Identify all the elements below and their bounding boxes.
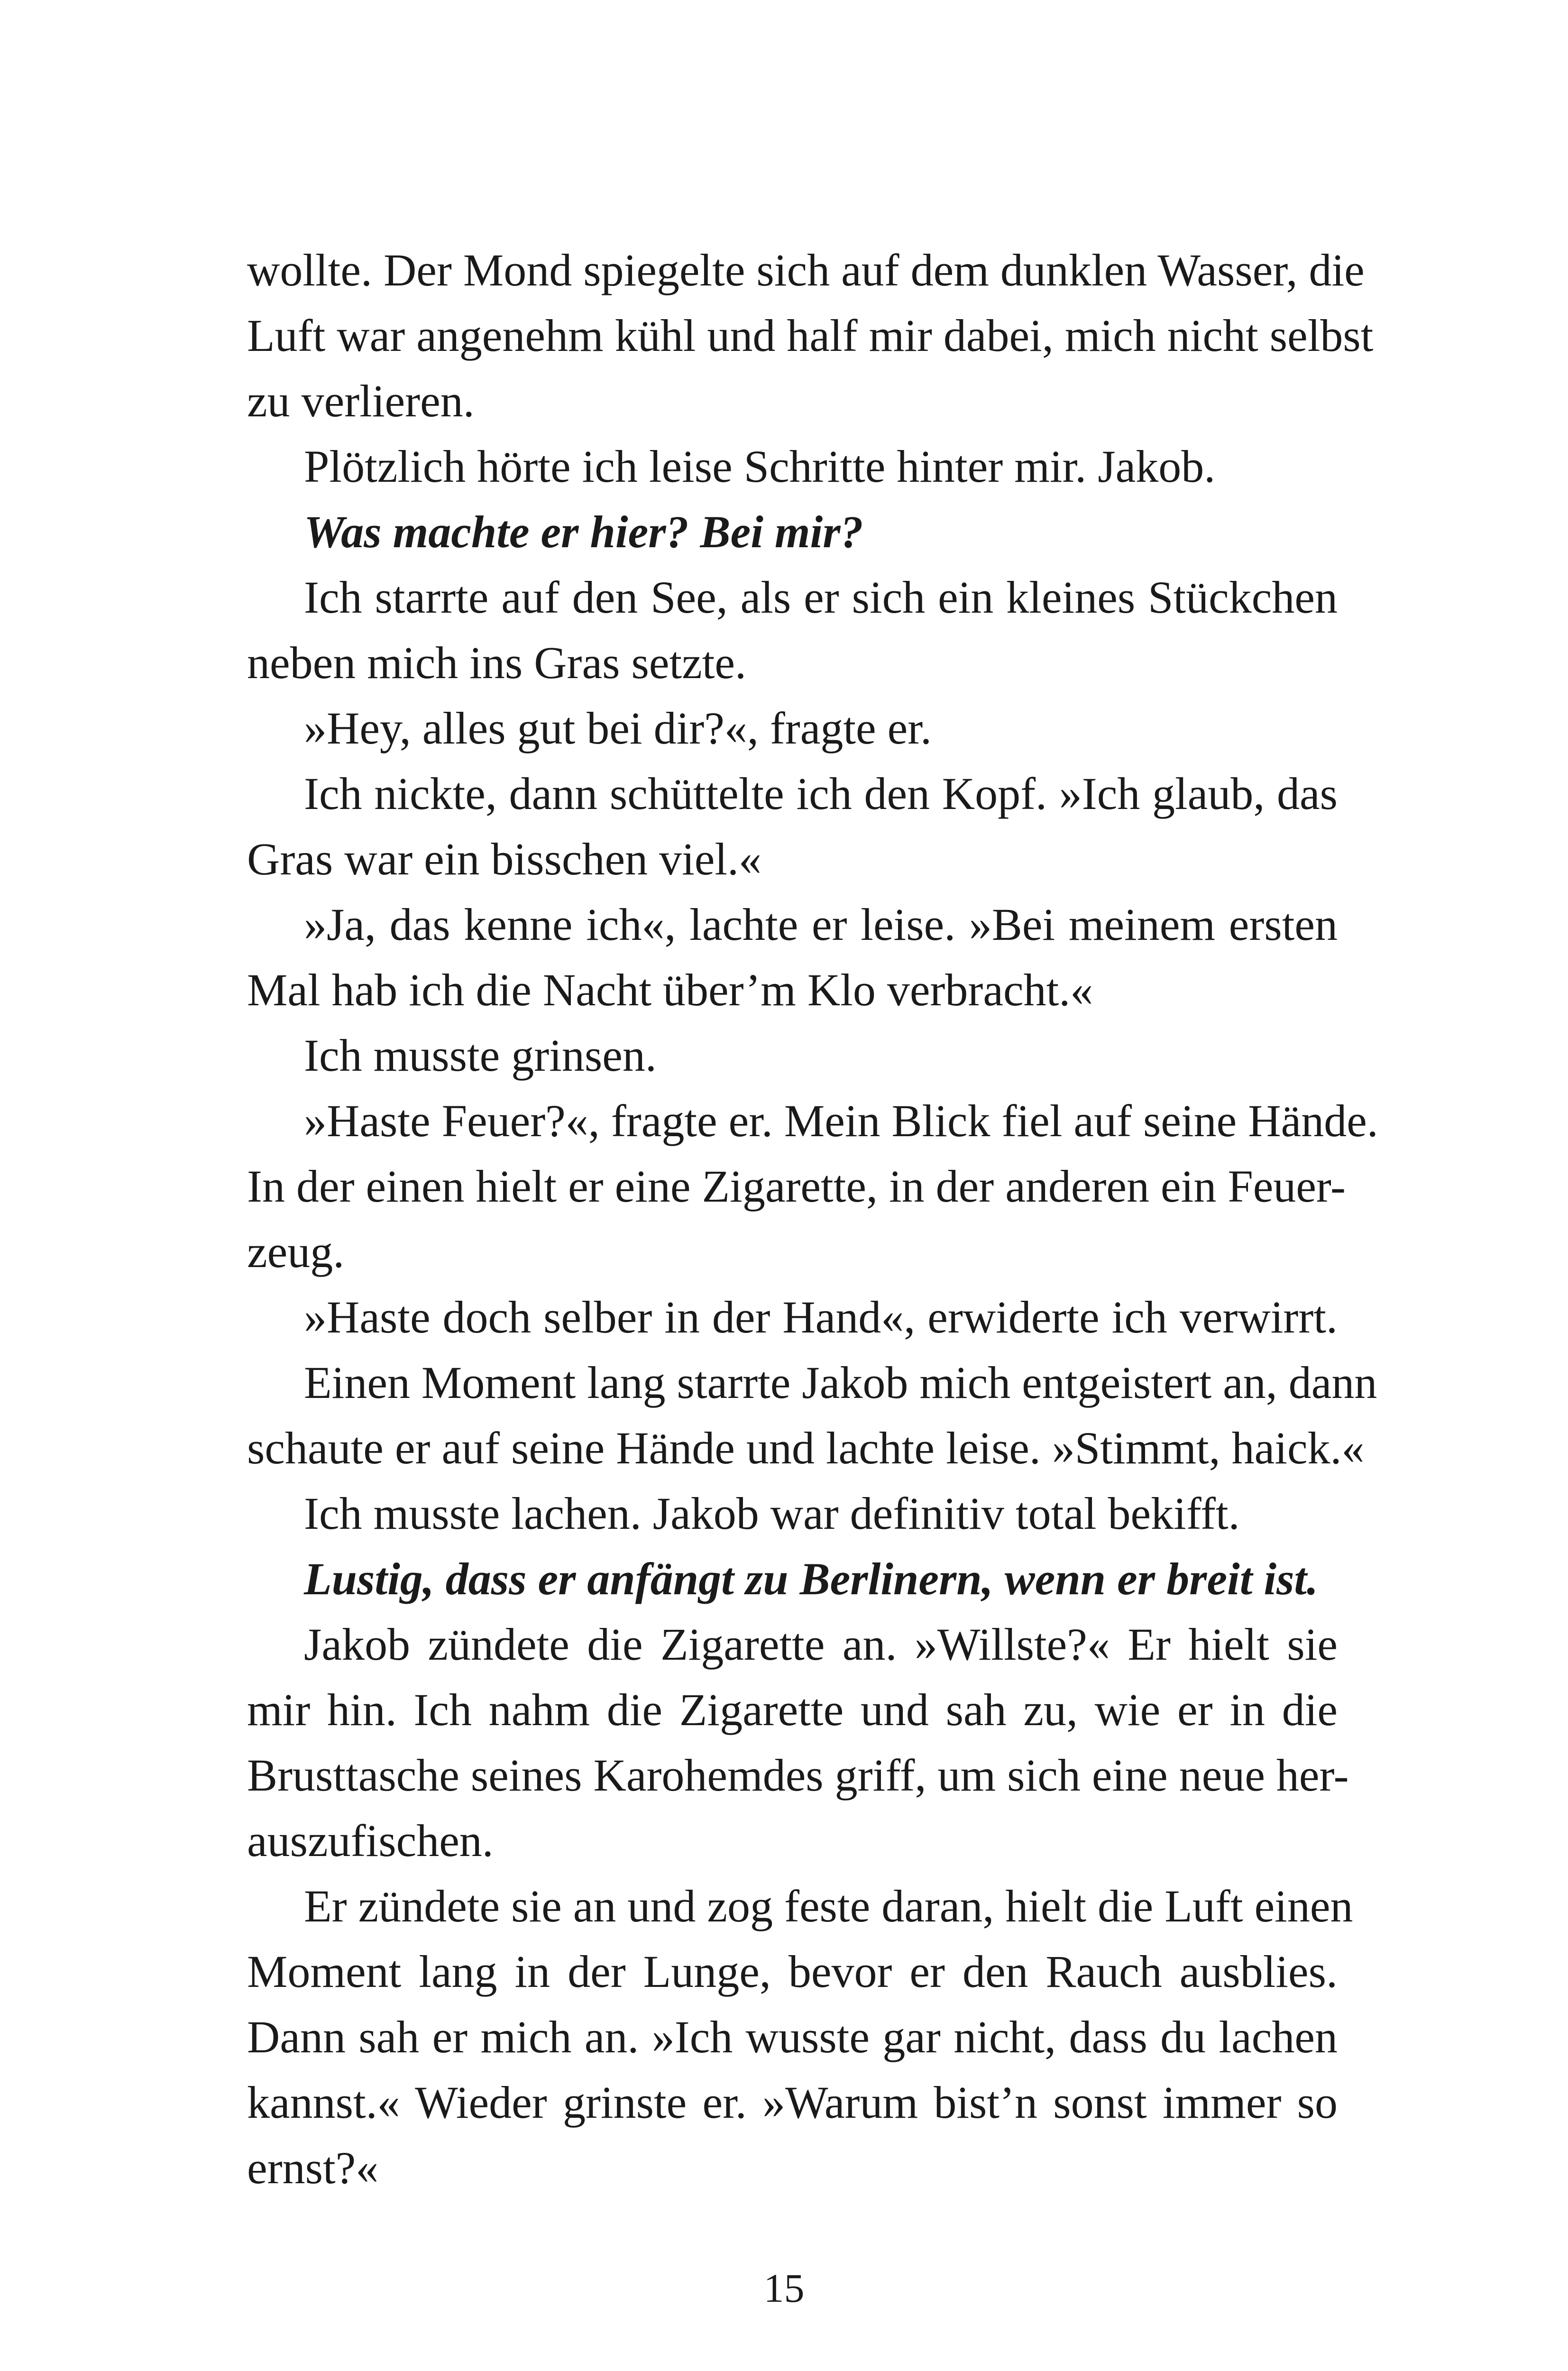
text-line: zeug.	[247, 1226, 345, 1277]
text-line: Ich musste grinsen.	[304, 1030, 657, 1081]
text-line: Er zündete sie an und zog feste daran, hielt die Luft einen	[304, 1881, 1353, 1931]
text-line: mir hin. Ich nahm die Zigarette und sah zu, wie er in die	[247, 1684, 1338, 1735]
text-line: Brusttasche seines Karohemdes griff, um sich eine neue her-	[247, 1750, 1349, 1801]
text-line: Ich musste lachen. Jakob war definitiv total bekifft.	[304, 1488, 1240, 1539]
text-line: kannst.« Wieder grinste er. »Warum bist’n sonst immer so	[247, 2077, 1338, 2128]
text-line: Ich nickte, dann schüttelte ich den Kopf. »Ich glaub, das	[304, 768, 1338, 819]
text-line: Gras war ein bisschen viel.«	[247, 834, 762, 884]
text-line: schaute er auf seine Hände und lachte leise. »Stimmt, haick.«	[247, 1423, 1365, 1473]
italic-thought-line: Lustig, dass er anfängt zu Berlinern, wenn er breit ist.	[304, 1553, 1319, 1604]
text-line: Ich starrte auf den See, als er sich ein kleines Stückchen	[304, 572, 1338, 623]
text-line: Luft war angenehm kühl und half mir dabei, mich nicht selbst	[247, 310, 1374, 361]
text-line: Mal hab ich die Nacht über’m Klo verbracht.«	[247, 965, 1093, 1015]
text-line: »Haste Feuer?«, fragte er. Mein Blick fiel auf seine Hände.	[304, 1095, 1378, 1146]
text-line: ernst?«	[247, 2142, 379, 2193]
text-line: »Hey, alles gut bei dir?«, fragte er.	[304, 703, 932, 754]
text-line: neben mich ins Gras setzte.	[247, 637, 746, 688]
italic-thought-line: Was machte er hier? Bei mir?	[304, 506, 863, 557]
text-line: »Ja, das kenne ich«, lachte er leise. »Bei meinem ersten	[304, 899, 1338, 950]
text-line: »Haste doch selber in der Hand«, erwiderte ich verwirrt.	[304, 1292, 1338, 1342]
text-line: Moment lang in der Lunge, bevor er den Rauch ausblies.	[247, 1946, 1338, 1997]
page-number: 15	[763, 2265, 805, 2311]
text-line: zu verlieren.	[247, 376, 475, 426]
text-line: auszufischen.	[247, 1815, 494, 1866]
text-line: Dann sah er mich an. »Ich wusste gar nicht, dass du lachen	[247, 2012, 1338, 2062]
text-line: Einen Moment lang starrte Jakob mich entgeistert an, dann	[304, 1357, 1377, 1408]
text-line: wollte. Der Mond spiegelte sich auf dem dunklen Wasser, die	[247, 245, 1365, 295]
text-line: Jakob zündete die Zigarette an. »Willste?« Er hielt sie	[304, 1619, 1338, 1670]
text-line: In der einen hielt er eine Zigarette, in der anderen ein Feuer-	[247, 1161, 1346, 1212]
text-line: Plötzlich hörte ich leise Schritte hinter mir. Jakob.	[304, 441, 1216, 492]
